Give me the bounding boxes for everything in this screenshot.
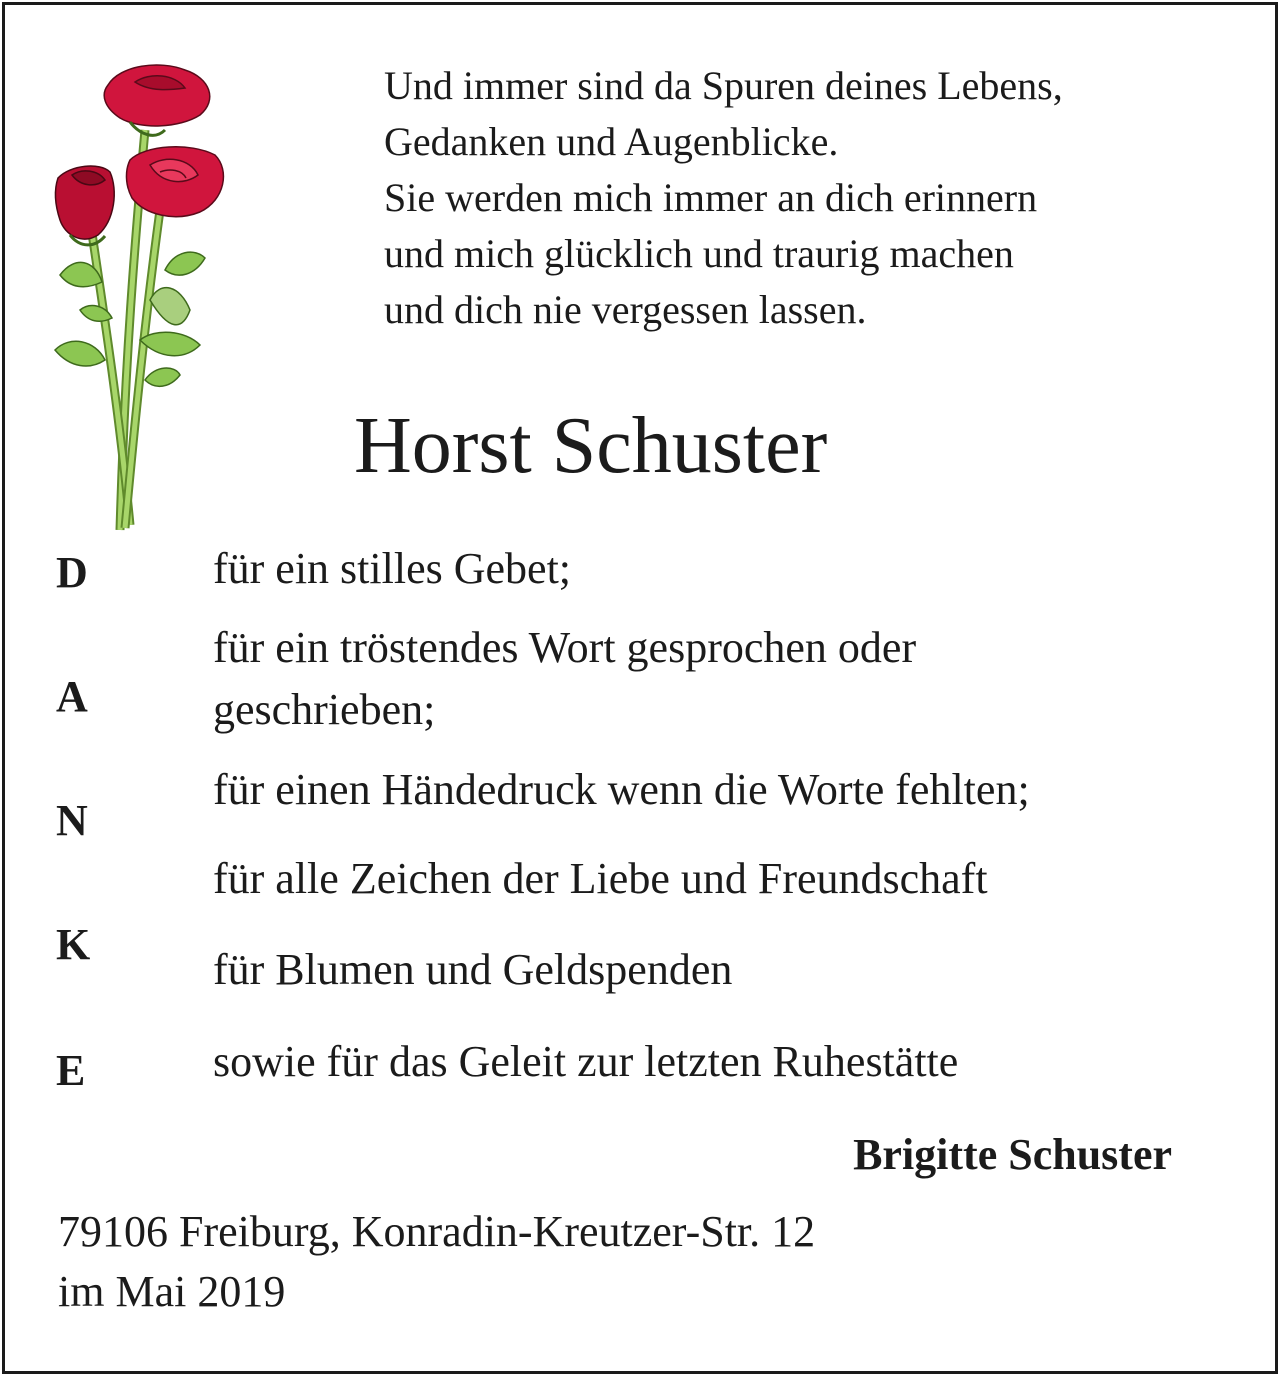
poem-line: Gedanken und Augenblicke. (384, 119, 839, 164)
danke-line: für Blumen und Geldspenden (213, 945, 733, 994)
danke-line: sowie für das Geleit zur letzten Ruhestätte (213, 1037, 959, 1086)
danke-line: geschrieben; (213, 685, 436, 734)
danke-letter-a: A (56, 672, 88, 721)
danke-letter-k: K (56, 920, 91, 969)
danke-letter-e: E (56, 1046, 86, 1095)
danke-letter-n: N (56, 796, 88, 845)
poem-line: und mich glücklich und traurig machen (384, 231, 1014, 276)
danke-line: für ein stilles Gebet; (213, 544, 572, 593)
address-block (58, 1202, 815, 1322)
address-date: im Mai 2019 (58, 1267, 286, 1316)
danke-line: für einen Händedruck wenn die Worte fehlten; (213, 765, 1030, 814)
signature: Brigitte Schuster (853, 1130, 1172, 1179)
poem-line: Und immer sind da Spuren deines Lebens, (384, 63, 1063, 108)
address-street: 79106 Freiburg, Konradin-Kreutzer-Str. 12 (58, 1207, 816, 1256)
danke-letter-d: D (56, 548, 88, 597)
poem-line: Sie werden mich immer an dich erinnern (384, 175, 1038, 220)
deceased-name: Horst Schuster (354, 402, 828, 490)
danke-line: für alle Zeichen der Liebe und Freundschaft (213, 854, 988, 903)
poem (384, 58, 1244, 338)
red-roses-bouquet-icon (50, 60, 240, 535)
danke-line: für ein tröstendes Wort gesprochen oder (213, 623, 917, 672)
poem-line: und dich nie vergessen lassen. (384, 287, 867, 332)
